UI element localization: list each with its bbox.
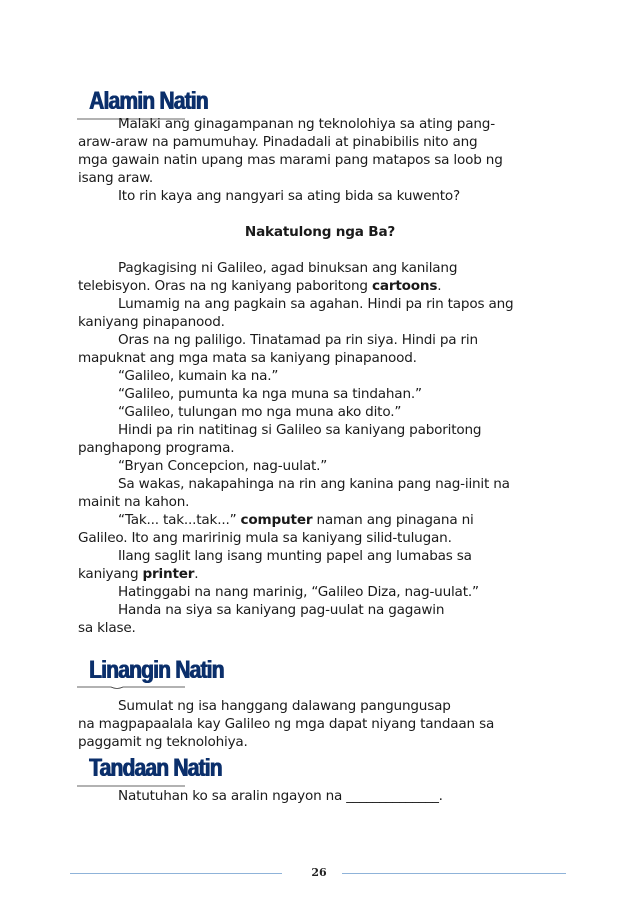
text-line: Galileo. Ito ang maririnig mula sa kaniyang silid-tulugan. [78,530,452,546]
text-line: sa klase. [78,620,136,636]
text-line: “Galileo, kumain ka na.” [118,368,279,384]
text-line: panghapong programa. [78,440,235,456]
page-number: 26 [311,866,327,879]
text-line: “Galileo, tulungan mo nga muna ako dito.” [118,404,402,420]
section-title: Tandaan Natin [89,754,222,782]
text-line: Oras na ng paliligo. Tinatamad pa rin siya. Hindi pa rin [118,332,478,348]
text-line: Pagkagising ni Galileo, agad binuksan ang kanilang [118,260,458,276]
intro-text [78,115,562,637]
text-span: kaniyang [78,566,143,582]
text-span: naman ang pinagana ni [312,512,474,528]
text-span: . [194,566,199,582]
text-line: kaniyang pinapanood. [78,314,225,330]
text-span: . [437,278,442,294]
text-line: araw-araw na pamumuhay. Pinadadali at pinabibilis nito ang [78,134,478,150]
text-line [78,565,562,583]
text-line: paggamit ng teknolohiya. [78,734,248,750]
page-footer [0,866,638,880]
text-line: Handa na siya sa kaniyang pag-uulat na gagawin [118,602,445,618]
text-line: Sumulat ng isa hanggang dalawang pangungusap [118,698,451,714]
section-heading-linangin [77,656,224,691]
text-line: Lumamig na ang pagkain sa agahan. Hindi pa rin tapos ang [118,296,514,312]
heading-underline [77,681,187,691]
text-line: mainit na kahon. [78,494,190,510]
tandaan-text [78,787,562,805]
text-line: Ilang saglit lang isang munting papel ang lumabas sa [118,548,472,564]
bold-term: printer [142,566,195,582]
bold-term: computer [240,512,313,528]
text-line: Hindi pa rin natitinag si Galileo sa kaniyang paboritong [118,422,482,438]
story-title: Nakatulong nga Ba? [244,224,396,240]
text-line: Hatinggabi na nang marinig, “Galileo Diza, nag-uulat.” [118,584,479,600]
text-line: “Galileo, pumunta ka nga muna sa tindahan.” [118,386,422,402]
text-span: telebisyon. Oras na ng kaniyang paboritong [78,278,372,294]
text-line: mga gawain natin upang mas marami pang matapos sa loob ng [78,152,503,168]
section-title: Alamin Natin [89,87,208,115]
linangin-text [78,697,562,751]
text-line: Natutuhan ko sa aralin ngayon na ______________. [118,788,443,804]
section-title: Linangin Natin [89,656,224,684]
footer-rule-right [342,873,566,874]
text-line: Malaki ang ginagampanan ng teknolohiya sa ating pang- [118,116,495,132]
text-line [78,277,562,295]
text-line: “Bryan Concepcion, nag-uulat.” [118,458,328,474]
text-line: Ito rin kaya ang nangyari sa ating bida sa kuwento? [118,188,461,204]
text-line: isang araw. [78,170,153,186]
section-heading-tandaan [77,754,222,789]
text-line: mapuknat ang mga mata sa kaniyang pinapanood. [78,350,417,366]
text-span: “Tak... tak...tak...” [118,512,241,528]
text-line [78,511,562,529]
text-line: na magpapaalala kay Galileo ng mga dapat niyang tandaan sa [78,716,495,732]
text-line: Sa wakas, nakapahinga na rin ang kanina pang nag-iinit na [118,476,510,492]
bold-term: cartoons [371,278,438,294]
